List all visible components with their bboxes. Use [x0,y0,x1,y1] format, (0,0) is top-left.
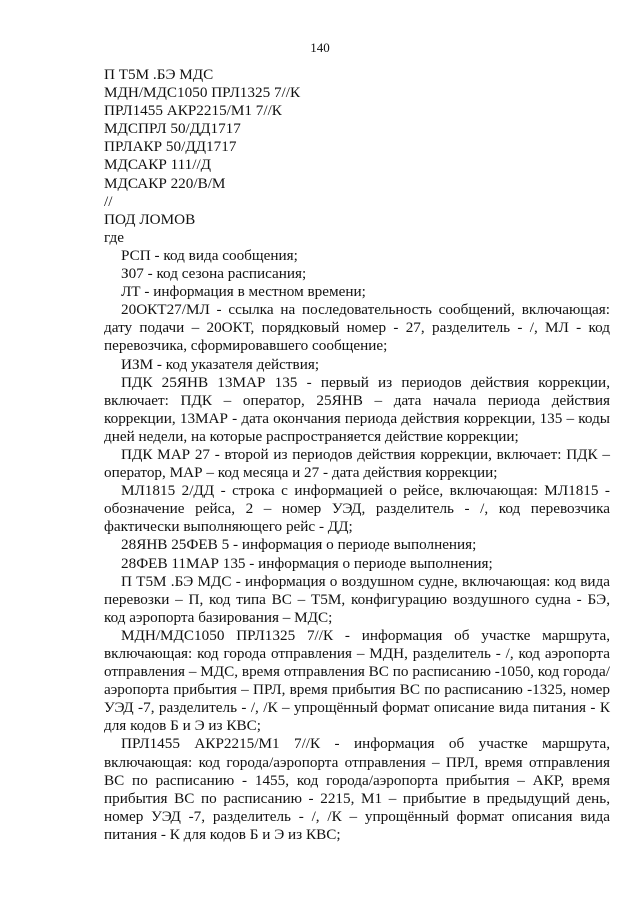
definition-paragraph: РСП - код вида сообщения; [121,246,298,264]
code-line: МДСПРЛ 50/ДД1717 [104,120,241,138]
definition-paragraph: МДН/МДС1050 ПРЛ1325 7//К - информация об участке маршрута, включающая: код города отправления – МДН, разделитель - /, код аэропорта отправления – МДС, время отправления ВС по расписанию -1050, код города/аэропорта прибытия – ПРЛ, время прибытия ВС по расписанию -1325, номер УЭД -7, разделитель - /, /К – упрощённый формат описание вида питания - К для кодов Б и Э из КВС; [104,626,610,735]
document-body [104,66,610,844]
definition-paragraph: ИЗМ - код указателя действия; [121,355,320,373]
message-code-block [104,66,610,229]
code-line: ПОД ЛОМОВ [104,210,196,228]
definition-paragraph: ПДК 25ЯНВ 13МАР 135 - первый из периодов действия коррекции, включает: ПДК – оператор, 25ЯНВ – дата начала периода действия коррекции, 13МАР - дата окончания периода действия коррекции, 135 – коды дней недели, на которые распространяется действие коррекции; [104,373,610,445]
definition-paragraph: ПДК МАР 27 - второй из периодов действия коррекции, включает: ПДК – оператор, МАР – код месяца и 27 - дата действия коррекции; [104,445,610,482]
code-line: ПРЛ1455 АКР2215/М1 7//К [104,102,282,120]
definition-paragraph: З07 - код сезона расписания; [121,265,307,283]
page-number: 140 [310,40,330,55]
definition-paragraph: 20ОКТ27/МЛ - ссылка на последовательность сообщений, включающая: дату подачи – 20ОКТ, порядковый номер - 27, разделитель - /, МЛ - код перевозчика, сформировавшего сообщение; [104,301,610,355]
definition-paragraph: ЛТ - информация в местном времени; [121,283,366,301]
code-line: П Т5М .БЭ МДС [104,66,214,83]
definition-paragraph: 28ФЕВ 11МАР 135 - информация о периоде выполнения; [121,554,493,572]
code-line: МДСАКР 220/В/М [104,174,226,192]
code-line: // [104,192,113,210]
definition-paragraph: МЛ1815 2/ДД - строка с информацией о рейсе, включающая: МЛ1815 - обозначение рейса, 2 – номер УЭД, разделитель - /, код перевозчика фактически выполняющего рейс - ДД; [104,482,610,536]
definition-paragraph: 28ЯНВ 25ФЕВ 5 - информация о периоде выполнения; [121,536,477,554]
where-label: где [104,228,124,246]
definition-paragraph: П Т5М .БЭ МДС - информация о воздушном судне, включающая: код вида перевозки – П, код типа ВС – Т5М, конфигурацию воздушного судна - БЭ, код аэропорта базирования – МДС; [104,572,610,626]
code-line: МДН/МДС1050 ПРЛ1325 7//К [104,84,301,102]
definition-paragraph: ПРЛ1455 АКР2215/М1 7//К - информация об участке маршрута, включающая: код города/аэропорта отправления – ПРЛ, время отправления ВС по расписанию - 1455, код города/аэропорта прибытия – АКР, время прибытия ВС по расписанию - 2215, М1 – прибытие в предыдущий день, номер УЭД -7, разделитель - /, /К – упрощённый формат описания вида питания - К для кодов Б и Э из КВС; [104,735,610,843]
code-line: ПРЛАКР 50/ДД1717 [104,138,237,156]
code-line: МДСАКР 111//Д [104,156,212,174]
definitions-list [104,247,610,844]
